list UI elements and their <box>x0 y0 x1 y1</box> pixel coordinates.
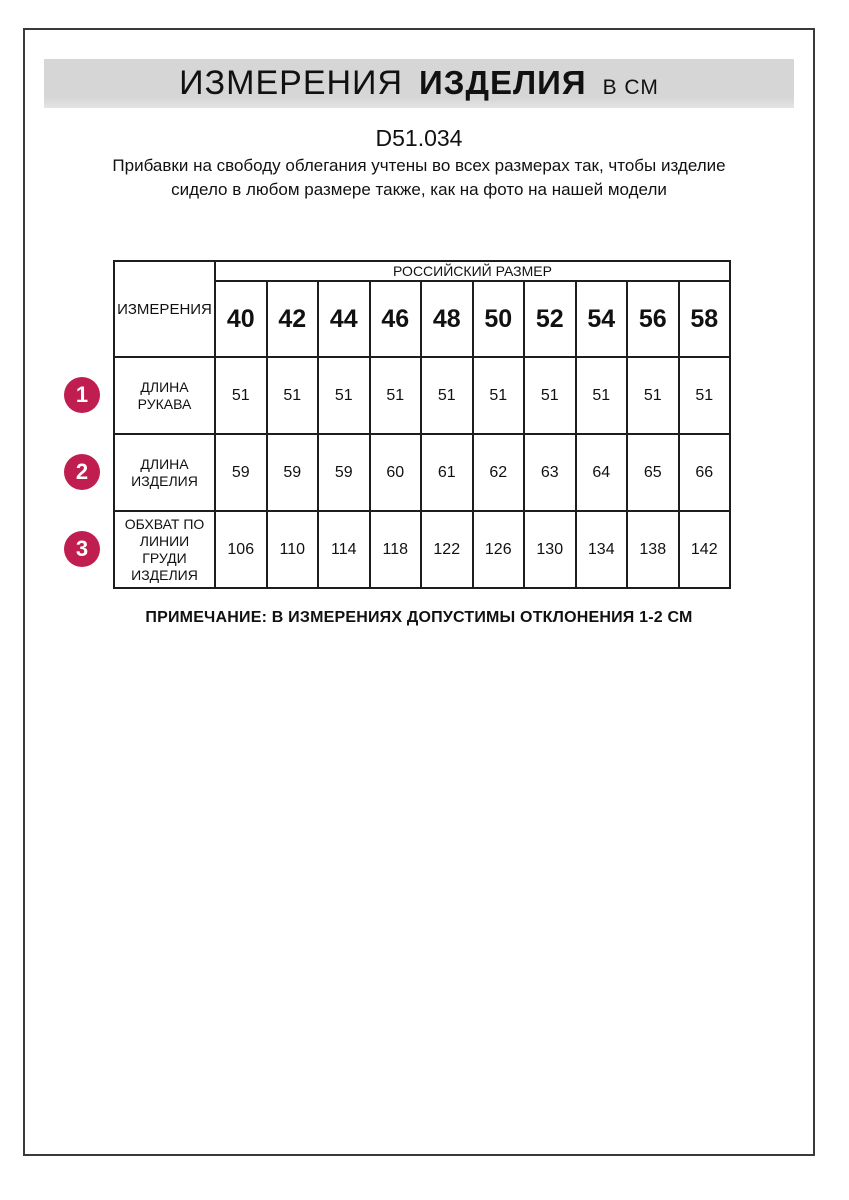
size-header: 44 <box>318 281 370 357</box>
measurement-value: 51 <box>318 357 370 434</box>
measurement-value: 114 <box>318 511 370 588</box>
size-header: 40 <box>215 281 267 357</box>
table-body <box>114 357 730 588</box>
group-header-row <box>114 261 730 281</box>
measurement-value: 62 <box>473 434 525 511</box>
page-title-units: В СМ <box>602 76 659 99</box>
measurement-value: 66 <box>679 434 731 511</box>
measurement-value: 51 <box>473 357 525 434</box>
page-frame <box>23 28 815 1156</box>
measurement-value: 63 <box>524 434 576 511</box>
measurement-label: ОБХВАТ ПО ЛИНИИ ГРУДИ ИЗДЕЛИЯ <box>114 511 215 588</box>
measurement-value: 134 <box>576 511 628 588</box>
measurement-value: 118 <box>370 511 422 588</box>
measurement-value: 142 <box>679 511 731 588</box>
measurement-value: 65 <box>627 434 679 511</box>
corner-header: ИЗМЕРЕНИЯ <box>114 261 215 357</box>
measurement-value: 60 <box>370 434 422 511</box>
page-title-bold: ИЗДЕЛИЯ <box>419 64 587 101</box>
row-number-badge: 2 <box>64 454 100 490</box>
measurements-table <box>113 260 731 589</box>
size-header: 58 <box>679 281 731 357</box>
fit-description: Прибавки на свободу облегания учтены во всех размерах так, чтобы изделие сидело в любом размере также, как на фото на нашей модели <box>112 156 726 199</box>
size-header: 56 <box>627 281 679 357</box>
size-header: 54 <box>576 281 628 357</box>
measurement-value: 138 <box>627 511 679 588</box>
measurement-label: ДЛИНА РУКАВА <box>114 357 215 434</box>
row-number-badge: 1 <box>64 377 100 413</box>
size-header: 48 <box>421 281 473 357</box>
measurement-value: 51 <box>215 357 267 434</box>
page-title-main: ИЗМЕРЕНИЯ <box>179 64 404 102</box>
measurement-value: 59 <box>318 434 370 511</box>
table-zone <box>64 260 764 589</box>
model-code: D51.034 <box>375 125 463 151</box>
measurement-value: 51 <box>627 357 679 434</box>
measurement-value: 122 <box>421 511 473 588</box>
size-header: 50 <box>473 281 525 357</box>
measurement-value: 110 <box>267 511 319 588</box>
measurement-value: 59 <box>215 434 267 511</box>
measurement-value: 51 <box>421 357 473 434</box>
footnote: ПРИМЕЧАНИЕ: В ИЗМЕРЕНИЯХ ДОПУСТИМЫ ОТКЛОНЕНИЯ 1-2 СМ <box>145 609 693 626</box>
measurement-value: 61 <box>421 434 473 511</box>
size-header: 42 <box>267 281 319 357</box>
measurement-value: 59 <box>267 434 319 511</box>
table-row <box>114 357 730 434</box>
group-header: РОССИЙСКИЙ РАЗМЕР <box>215 261 730 281</box>
size-header: 46 <box>370 281 422 357</box>
measurement-value: 51 <box>576 357 628 434</box>
measurement-value: 126 <box>473 511 525 588</box>
row-number-badge: 3 <box>64 531 100 567</box>
measurement-value: 51 <box>524 357 576 434</box>
measurement-label: ДЛИНА ИЗДЕЛИЯ <box>114 434 215 511</box>
table-row <box>114 434 730 511</box>
size-header: 52 <box>524 281 576 357</box>
table-row <box>114 511 730 588</box>
measurement-value: 51 <box>370 357 422 434</box>
measurement-value: 64 <box>576 434 628 511</box>
title-band <box>44 59 794 108</box>
measurement-value: 51 <box>679 357 731 434</box>
measurement-value: 51 <box>267 357 319 434</box>
measurement-value: 130 <box>524 511 576 588</box>
measurement-value: 106 <box>215 511 267 588</box>
